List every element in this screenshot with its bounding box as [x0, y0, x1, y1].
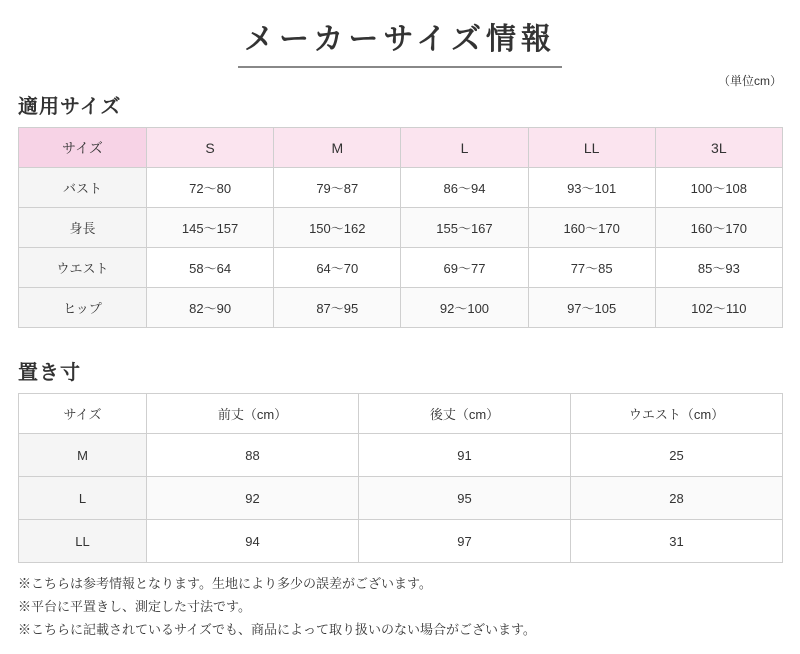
- cell-l-back: 95: [359, 477, 571, 520]
- row-label-hip: ヒップ: [19, 288, 147, 328]
- cell-bust-3l: 100～108: [655, 168, 782, 208]
- cell-height-s: 145～157: [147, 208, 274, 248]
- cell-height-3l: 160～170: [655, 208, 782, 248]
- cell-hip-3l: 102～110: [655, 288, 782, 328]
- header-cell-size: サイズ: [19, 394, 147, 434]
- cell-hip-s: 82～90: [147, 288, 274, 328]
- cell-bust-l: 86～94: [401, 168, 528, 208]
- cell-waist-ll: 77～85: [528, 248, 655, 288]
- cell-waist-s: 58～64: [147, 248, 274, 288]
- header-cell-waist: ウエスト（cm）: [571, 394, 783, 434]
- note-line: ※こちらに記載されているサイズでも、商品によって取り扱いのない場合がございます。: [18, 621, 536, 637]
- table-header-row: [19, 394, 783, 434]
- row-label-ll: LL: [19, 520, 147, 563]
- cell-m-back: 91: [359, 434, 571, 477]
- cell-ll-front: 94: [147, 520, 359, 563]
- table-row: [19, 434, 783, 477]
- header-cell-ll: LL: [528, 128, 655, 168]
- table-row: [19, 208, 783, 248]
- cell-ll-waist: 31: [571, 520, 783, 563]
- page-title-container: [0, 0, 800, 68]
- cell-m-front: 88: [147, 434, 359, 477]
- cell-waist-l: 69～77: [401, 248, 528, 288]
- cell-bust-m: 79～87: [274, 168, 401, 208]
- cell-height-m: 150～162: [274, 208, 401, 248]
- page-title: メーカーサイズ情報: [238, 14, 562, 68]
- flat-section-heading: 置き寸: [18, 362, 81, 384]
- header-cell-size: サイズ: [19, 128, 147, 168]
- cell-hip-m: 87～95: [274, 288, 401, 328]
- cell-height-ll: 160～170: [528, 208, 655, 248]
- header-cell-s: S: [147, 128, 274, 168]
- row-label-height: 身長: [19, 208, 147, 248]
- header-cell-front-length: 前丈（cm）: [147, 394, 359, 434]
- header-cell-l: L: [401, 128, 528, 168]
- cell-hip-ll: 97～105: [528, 288, 655, 328]
- table-row: [19, 288, 783, 328]
- header-cell-3l: 3L: [655, 128, 782, 168]
- cell-l-front: 92: [147, 477, 359, 520]
- cell-hip-l: 92～100: [401, 288, 528, 328]
- row-label-m: M: [19, 434, 147, 477]
- header-cell-m: M: [274, 128, 401, 168]
- cell-height-l: 155～167: [401, 208, 528, 248]
- notes-list: [18, 573, 782, 641]
- row-label-waist: ウエスト: [19, 248, 147, 288]
- table-row: [19, 168, 783, 208]
- row-label-bust: バスト: [19, 168, 147, 208]
- size-table-wrap: [18, 127, 782, 328]
- table-row: [19, 520, 783, 563]
- cell-waist-m: 64～70: [274, 248, 401, 288]
- cell-l-waist: 28: [571, 477, 783, 520]
- cell-m-waist: 25: [571, 434, 783, 477]
- table-header-row: [19, 128, 783, 168]
- unit-note: （単位cm）: [718, 74, 782, 88]
- table-row: [19, 248, 783, 288]
- note-line: ※こちらは参考情報となります。生地により多少の誤差がございます。: [18, 576, 432, 591]
- flat-table-wrap: [18, 393, 782, 563]
- applicable-size-table: [18, 127, 783, 328]
- cell-bust-s: 72～80: [147, 168, 274, 208]
- cell-waist-3l: 85～93: [655, 248, 782, 288]
- table-row: [19, 477, 783, 520]
- flat-measurement-table: [18, 393, 783, 563]
- note-line: ※平台に平置きし、測定した寸法です。: [18, 598, 251, 614]
- cell-bust-ll: 93～101: [528, 168, 655, 208]
- header-cell-back-length: 後丈（cm）: [359, 394, 571, 434]
- row-label-l: L: [19, 477, 147, 520]
- cell-ll-back: 97: [359, 520, 571, 563]
- size-section-heading: 適用サイズ: [18, 96, 122, 118]
